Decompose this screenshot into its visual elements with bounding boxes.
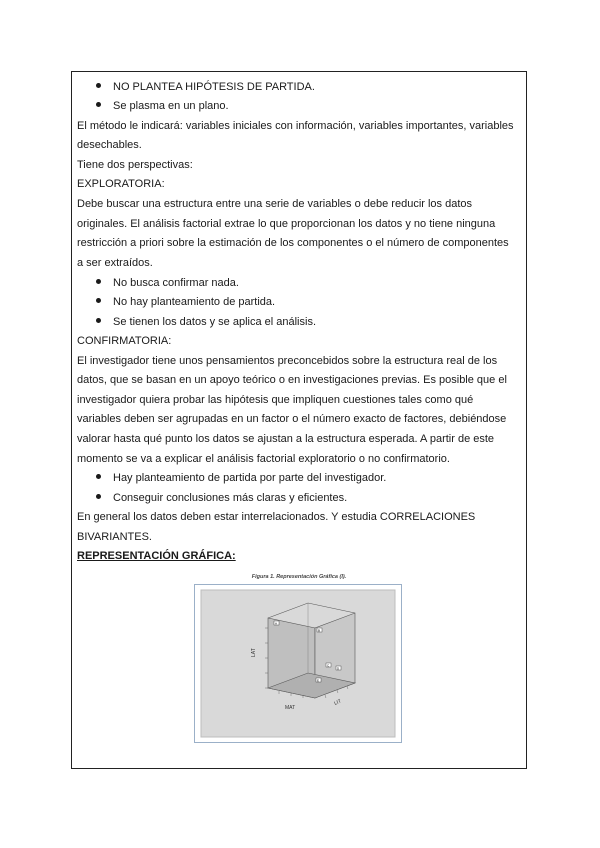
svg-text:D: D <box>337 666 340 671</box>
bullet-dot-icon <box>96 279 101 284</box>
bullet-dot-icon <box>96 494 101 499</box>
svg-text:B: B <box>318 628 321 633</box>
bullet-item: Conseguir conclusiones más claras y eficientes. <box>96 491 347 505</box>
exploratoria-line: a ser extraídos. <box>77 257 153 269</box>
axis-label-x: MAT <box>285 705 296 711</box>
section-heading: REPRESENTACIÓN GRÁFICA: <box>77 550 236 562</box>
confirmatoria-line: variables deben ser agrupadas en un factor o el número exacto de factores, debiéndose <box>77 413 507 425</box>
axis-label-y: LAT <box>251 648 257 657</box>
bullet-dot-icon <box>96 318 101 323</box>
bullet-dot-icon <box>96 102 101 107</box>
svg-text:E: E <box>317 678 320 683</box>
bullet-dot-icon <box>96 298 101 303</box>
plot-point <box>274 621 279 626</box>
svg-text:C: C <box>327 663 330 668</box>
figure-3d-plot <box>195 585 401 742</box>
exploratoria-line: restricción a priori sobre la estimación de los componentes o el número de componentes <box>77 237 509 249</box>
plot-point <box>316 678 321 683</box>
svg-text:A: A <box>275 621 278 626</box>
confirmatoria-line: datos, que se basan en un apoyo teórico o en investigaciones previas. Es posible que el <box>77 374 507 386</box>
document-frame <box>71 71 527 769</box>
plot-point <box>317 628 322 633</box>
bullet-item: Se plasma en un plano. <box>96 99 229 113</box>
general-text-line: BIVARIANTES. <box>77 531 152 543</box>
bullet-item: Se tienen los datos y se aplica el análisis. <box>96 315 316 329</box>
bullet-dot-icon <box>96 474 101 479</box>
confirmatoria-title: CONFIRMATORIA: <box>77 335 172 347</box>
exploratoria-line: originales. El análisis factorial extrae lo que proporcionan los datos y no tiene ninguna <box>77 218 496 230</box>
exploratoria-title: EXPLORATORIA: <box>77 178 165 190</box>
perspectives-intro: Tiene dos perspectivas: <box>77 159 193 171</box>
figure-box <box>194 584 402 743</box>
confirmatoria-line: valorar hasta qué punto los datos se ajustan a la estructura esperada. A partir de este <box>77 433 495 445</box>
confirmatoria-line: momento se va a explicar el análisis factorial exploratorio o no confirmatorio. <box>77 453 450 465</box>
figure-caption: Figura 1. Representación Gráfica (I). <box>251 574 347 580</box>
bullet-item: No busca confirmar nada. <box>96 276 239 290</box>
confirmatoria-line: El investigador tiene unos pensamientos preconcebidos sobre la estructura real de los <box>77 355 498 367</box>
bullet-dot-icon <box>96 83 101 88</box>
bullet-item: NO PLANTEA HIPÓTESIS DE PARTIDA. <box>96 80 315 94</box>
method-text-line: El método le indicará: variables iniciales con información, variables importantes, variables <box>77 120 514 132</box>
general-text-line: En general los datos deben estar interrelacionados. Y estudia CORRELACIONES <box>77 511 476 523</box>
confirmatoria-line: investigador quiera probar las hipótesis que impliquen cuestiones tales como qué <box>77 394 474 406</box>
method-text-line: desechables. <box>77 139 142 151</box>
bullet-item: Hay planteamiento de partida por parte del investigador. <box>96 471 386 485</box>
plot-point <box>326 663 331 668</box>
bullet-item: No hay planteamiento de partida. <box>96 295 275 309</box>
plot-point <box>336 666 341 671</box>
axis-label-z: LIT <box>333 698 343 707</box>
exploratoria-line: Debe buscar una estructura entre una serie de variables o debe reducir los datos <box>77 198 473 210</box>
